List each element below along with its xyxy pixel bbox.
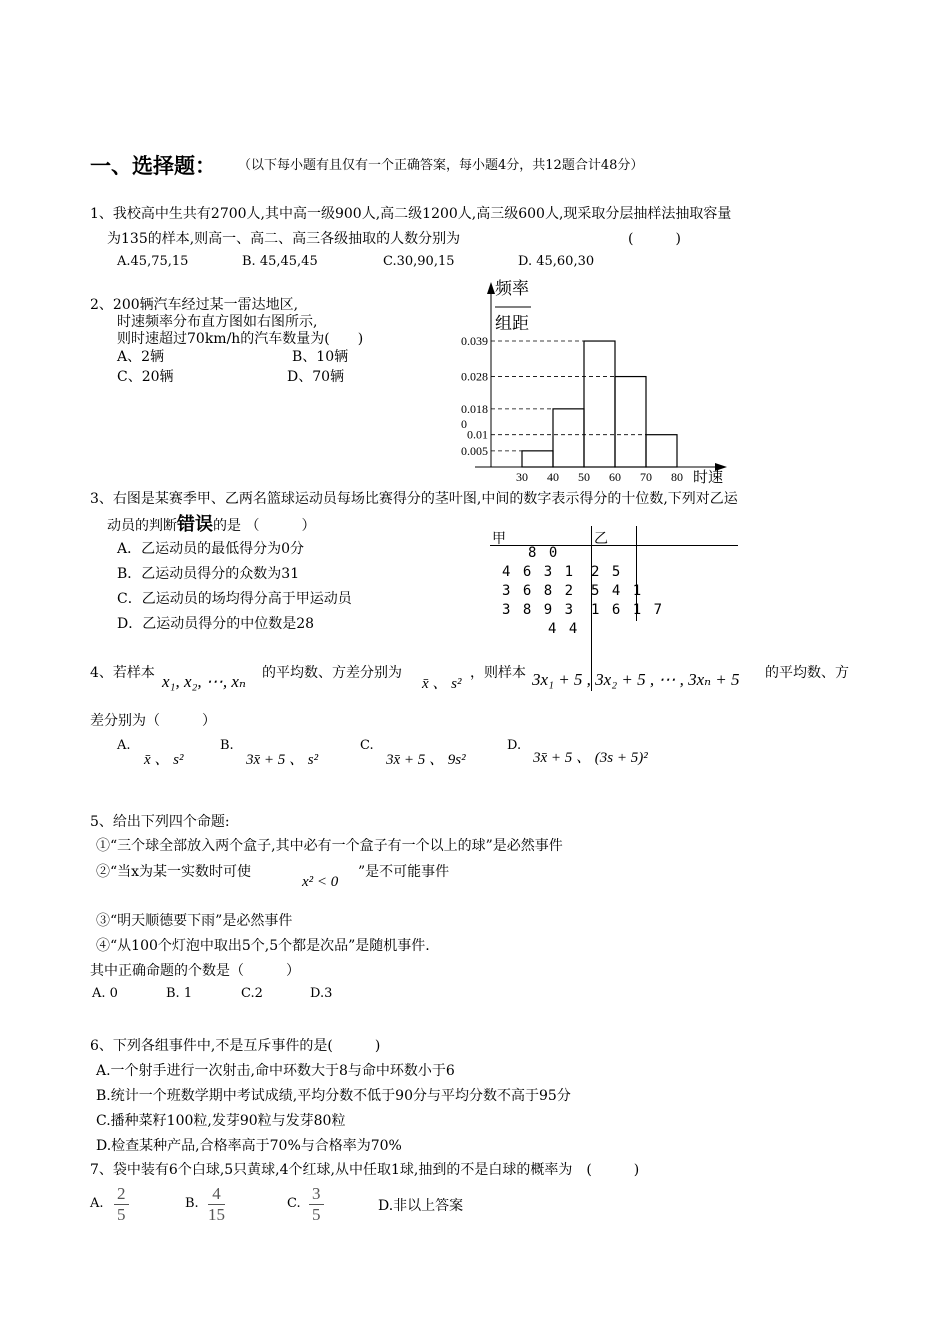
q4-option-c: 3x̄ + 5 、 9s² [386,752,466,768]
q5-prop1: ①“三个球全部放入两个盒子,其中必有一个盒子有一个以上的球”是必然事件 [96,838,563,854]
stray-label: 0 [461,417,467,431]
x-tick-label: 70 [640,470,652,484]
q4-option-a-label: A. [117,738,131,753]
stem-leaf-plot [488,524,748,694]
stemleaf-row-left: 4 4 [548,621,580,637]
q4-option-d: 3x̄ + 5 、 (3s + 5)² [533,750,648,766]
q2-line3: 则时速超过70km/h的汽车数量为( ) [117,331,364,347]
stemleaf-row-left: 3 6 8 2 [502,583,576,599]
q5-ask: 其中正确命题的个数是（ ） [90,963,300,979]
q5-prop3: ③“明天顺德要下雨”是必然事件 [96,913,293,929]
q3-line1: 3、右图是某赛季甲、乙两名篮球运动员每场比赛得分的茎叶图,中间的数字表示得分的十位数,下列对乙运 [90,491,738,507]
q4-intro: 4、若样本 [90,665,155,681]
ylabel-top: 频率 [495,279,529,299]
section-title: 一、选择题： [90,154,216,178]
x-tick-label: 30 [516,470,528,484]
q3-option-c: C．乙运动员的场均得分高于甲运动员 [117,591,352,607]
q4-option-b: 3x̄ + 5 、 s² [246,752,319,768]
x-tick-label: 80 [671,470,683,484]
q7-option-b-label: B. [185,1196,199,1211]
q5-prop4: ④“从100个灯泡中取出5个,5个都是次品”是随机事件. [96,938,430,954]
q6-option-a: A.一个射手进行一次射击,命中环数大于8与命中环数小于6 [96,1063,455,1079]
stemleaf-row-right: 1 6 1 7 [591,602,665,618]
q7-option-a-fraction [114,1184,129,1225]
q5-line1: 5、给出下列四个命题: [90,814,230,830]
q4-option-c-label: C. [360,738,374,753]
x-tick-label: 40 [547,470,559,484]
q7-option-a-label: A. [90,1196,104,1211]
q5-option-d: D.3 [310,986,333,1001]
q4-option-a: x̄ 、 s² [144,752,184,768]
q7-option-d: D.非以上答案 [378,1198,464,1214]
x-tick-label: 50 [578,470,590,484]
y-tick-label: 0.005 [461,443,488,458]
q6-option-b: B.统计一个班数学期中考试成绩,平均分数不低于90分与平均分数不高于95分 [96,1088,571,1104]
q4-option-d-label: D. [507,738,522,753]
q3-emphasis-word: 错误 [177,514,213,535]
q4-option-b-label: B. [220,738,234,753]
q3-option-b: B．乙运动员得分的众数为31 [117,566,300,582]
histogram-bar-50-60 [584,341,615,467]
section-note: （以下每小题有且仅有一个正确答案，每小题4分，共12题合计48分） [238,158,644,173]
q7-option-c-num: 3 [309,1184,324,1205]
stemleaf-row-left: 8 0 [528,545,560,561]
q6-line1: 6、下列各组事件中,不是互斥事件的是( ) [90,1038,381,1054]
q6-option-d: D.检查某种产品,合格率高于70%与合格率为70% [96,1138,402,1154]
q6-option-c: C.播种菜籽100粒,发芽90粒与发芽80粒 [96,1113,346,1129]
histogram-bar-70-80 [646,435,677,467]
q1-option-c: C.30,90,15 [383,254,455,269]
q3-option-a: A．乙运动员的最低得分为0分 [117,541,305,557]
xlabel: 时速 [693,468,724,486]
q4-text2: 的平均数、方差分别为 [262,665,402,681]
q2-option-d: D、70辆 [287,369,345,385]
q1-option-a: A.45,75,15 [117,254,189,269]
q2-option-c: C、20辆 [117,369,174,385]
q4-text4: 的平均数、方 [765,665,849,681]
q2-option-a: A、2辆 [117,349,165,365]
q7-option-b-num: 4 [208,1184,225,1205]
q4-line2: 差分别为（ ） [90,713,216,729]
q5-prop2-end: ”是不可能事件 [358,864,450,880]
y-tick-label: 0.01 [467,427,488,442]
stemleaf-row-left: 4 6 3 1 [502,564,576,580]
stemleaf-head-right: 乙 [594,531,608,547]
stemleaf-row-right: 5 4 1 [591,583,644,599]
x-tick-label: 60 [609,470,621,484]
q2-line1: 2、200辆汽车经过某一雷达地区, [90,297,299,313]
q4-mean-var: x̄ 、 s² [422,676,462,692]
y-tick-label: 0.028 [461,369,488,384]
q7-option-c-fraction [309,1184,324,1225]
q1-line1: 1、我校高中生共有2700人,其中高一级900人,高二级1200人,高三级600人,现采取分层抽样法抽取容量 [90,206,732,222]
q7-option-c-label: C. [287,1196,301,1211]
q1-option-d: D. 45,60,30 [518,254,595,269]
histogram-bar-60-70 [615,377,646,467]
stemleaf-head-left: 甲 [492,531,506,547]
q7-option-b-den: 15 [208,1205,225,1224]
q1-paren: ( ) [628,231,681,247]
histogram-bar-40-50 [553,409,584,467]
q7-option-b-fraction [208,1184,225,1225]
q2-option-b: B、10辆 [292,349,349,365]
y-axis-arrow [487,282,495,294]
ylabel-bottom: 组距 [495,314,529,334]
q4-text3: ，则样本 [470,665,526,681]
q5-prop2-math: x² < 0 [302,874,339,890]
q4-sample2: 3x₁ + 5 , 3x₂ + 5 , ⋯ , 3xₙ + 5 [532,670,740,689]
q4-sample: x₁, x₂, ⋯, xₙ [162,672,246,691]
q7-option-a-num: 2 [114,1184,129,1205]
y-tick-label: 0.018 [461,401,488,416]
q1-line2: 为135的样本,则高一、高二、高三各级抽取的人数分别为 [107,231,461,247]
histogram-chart [455,268,745,486]
y-tick-label: 0.039 [461,334,488,349]
q2-line2: 时速频率分布直方图如右图所示, [117,314,318,330]
q3-line2-end: 的是 （ ） [213,518,316,534]
q5-option-c: C.2 [241,986,263,1001]
q7-option-c-den: 5 [312,1205,321,1224]
histogram-bar-30-40 [522,451,553,467]
q3-line2-start: 动员的判断 [107,518,177,534]
q5-prop2-start: ②“当x为某一实数时可使 [96,864,252,880]
stemleaf-row-right: 2 5 [591,564,623,580]
q1-option-b: B. 45,45,45 [242,254,318,269]
q7-option-a-den: 5 [117,1205,126,1224]
q5-option-b: B. 1 [166,986,193,1001]
stemleaf-row-left: 3 8 9 3 [502,602,576,618]
q3-option-d: D．乙运动员得分的中位数是28 [117,616,315,632]
q5-option-a: A. 0 [92,986,118,1001]
q7-line1: 7、袋中装有6个白球,5只黄球,4个红球,从中任取1球,抽到的不是白球的概率为 ( ) [90,1162,640,1178]
